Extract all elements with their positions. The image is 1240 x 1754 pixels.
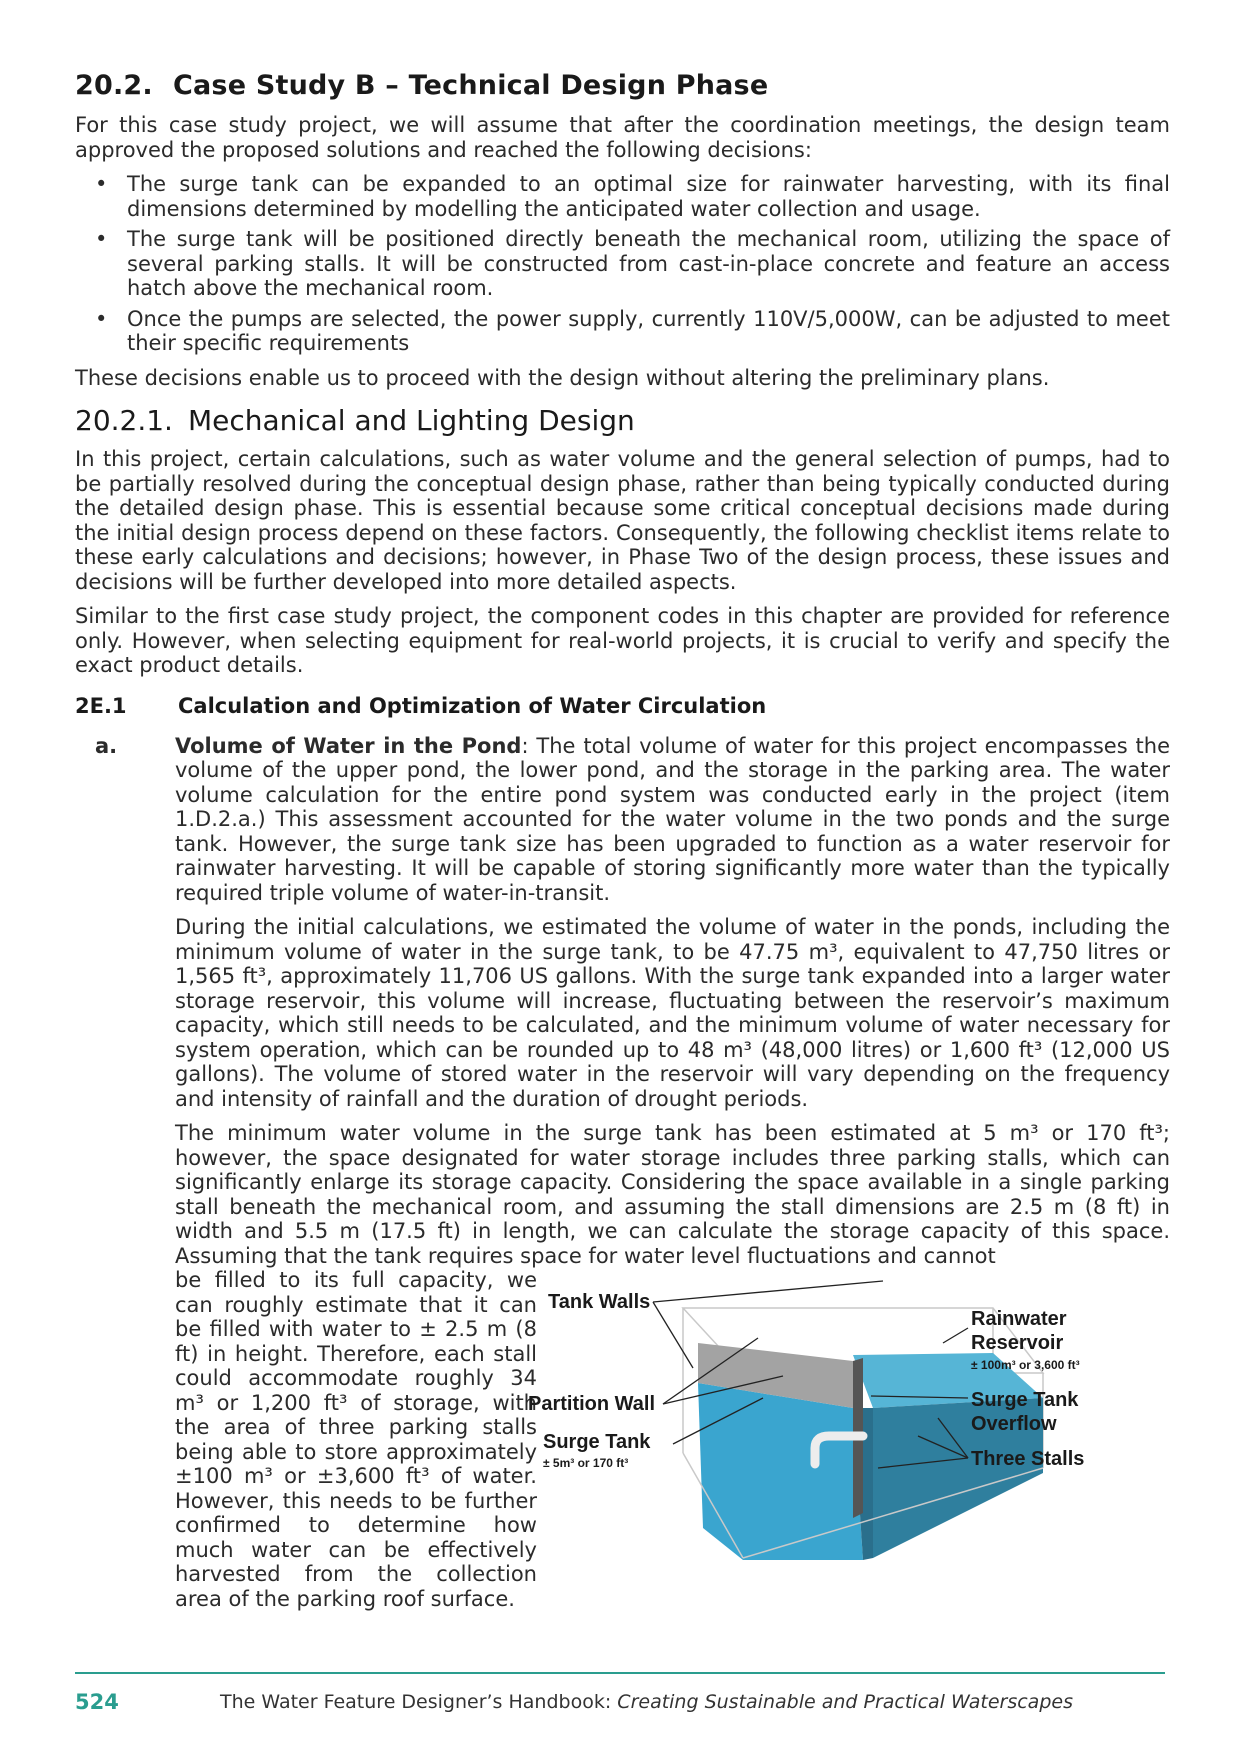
label-tank-walls: Tank Walls bbox=[548, 1291, 651, 1313]
subsection-title: Mechanical and Lighting Design bbox=[188, 404, 635, 437]
label-rainwater: Rainwater bbox=[971, 1308, 1067, 1330]
wrap-area bbox=[175, 1268, 1170, 1611]
page-content bbox=[75, 70, 1170, 1611]
label-three-stalls: Three Stalls bbox=[971, 1448, 1085, 1470]
book-title: The Water Feature Designer’s Handbook: Creating Sustainable and Practical Waterscapes bbox=[220, 1691, 1073, 1713]
item-number: 2E.1 bbox=[75, 693, 127, 718]
label-overflow-line1: Surge Tank bbox=[971, 1389, 1079, 1411]
subsection-heading bbox=[75, 404, 1170, 437]
section-closing: These decisions enable us to proceed with the design without altering the preliminary plans. bbox=[75, 365, 1050, 390]
subsection-paragraph: In this project, certain calculations, such as water volume and the general selection of pumps, had to be partially resolved during the conceptual design phase, rather than being typically conducted during the detailed design phase. This is essential because some critical conceptual decisions made during the initial design process depend on these factors. Consequently, the following checklist items relate to these early calculations and decisions; however, in Phase Two of the design process, these issues and decisions will be further developed into more detailed aspects. bbox=[75, 447, 1170, 594]
section-heading bbox=[75, 70, 1170, 101]
bullet-icon: • bbox=[95, 227, 108, 251]
subitem-wrap-paragraph: be filled to its full capacity, we can roughly estimate that it can be filled with water to ± 2.5 m (8 ft) in height. Therefore, each stall could accommodate roughly 34 m³ or 1,200 ft³ of storage, with the area of three parking stalls being able to store approximately ±100 m³ or ±3,600 ft³ of water. However, this needs to be further confirmed to determine how much water can be effectively harvested from the collection area of the parking roof surface. bbox=[175, 1268, 537, 1611]
label-surge-tank: Surge Tank bbox=[543, 1431, 651, 1453]
subitem-paragraph: Volume of Water in the Pond: The total volume of water for this project encompasses the volume of the upper pond, the lower pond, and the storage in the parking area. The water volume calculation for the entire pond system was conducted early in the project (item 1.D.2.a.) This assessment accounted for the water volume in the two ponds and the surge tank. However, the surge tank size has been upgraded to function as a water reservoir for rainwater harvesting. It will be capable of storing significantly more water than the typically required triple volume of water-in-transit. bbox=[175, 733, 1170, 905]
subitem-heading: Volume of Water in the Pond bbox=[175, 733, 522, 758]
subitem-paragraph: During the initial calculations, we estimated the volume of water in the ponds, including the minimum volume of water in the surge tank, to be 47.75 m³, equivalent to 47,750 litres or 1,565 ft³, approximately 11,706 US gallons. With the surge tank expanded into a larger water storage reservoir, this volume will increase, fluctuating between the reservoir’s maximum capacity, which still needs to be calculated, and the minimum volume of water necessary for system operation, which can be rounded up to 48 m³ (48,000 litres) or 1,600 ft³ (12,000 US gallons). The volume of stored water in the reservoir will vary depending on the frequency and intensity of rainfall and the duration of drought periods. bbox=[175, 915, 1170, 1111]
subitem-paragraph: The minimum water volume in the surge tank has been estimated at 5 m³ or 170 ft³; however, the space designated for water storage includes three parking stalls, which can significantly enlarge its storage capacity. Considering the space available in a single parking stall beneath the mechanical room, and assuming the stall dimensions are 2.5 m (8 ft) in width and 5.5 m (17.5 ft) in length, we can calculate the storage capacity of this space. Assuming that the tank requires space for water level fluctuations and cannot bbox=[175, 1121, 1170, 1268]
item-heading bbox=[75, 694, 1170, 718]
section-number: 20.2. bbox=[75, 70, 153, 101]
label-overflow-line2: Overflow bbox=[971, 1413, 1057, 1435]
surge-tank-diagram bbox=[528, 1268, 1173, 1594]
list-item: • Once the pumps are selected, the power supply, currently 110V/5,000W, can be adjusted to meet their specific requirements bbox=[95, 306, 1170, 355]
subitem-letter: a. bbox=[95, 733, 118, 758]
list-item: • The surge tank will be positioned directly beneath the mechanical room, utilizing the space of several parking stalls. It will be constructed from cast-in-place concrete and feature an access hatch above the mechanical room. bbox=[95, 227, 1170, 300]
label-reservoir: Reservoir bbox=[971, 1332, 1064, 1354]
subsection-paragraph: Similar to the first case study project, the component codes in this chapter are provided for reference only. However, when selecting equipment for real-world projects, it is crucial to verify and specify the exact product details. bbox=[75, 604, 1170, 677]
section-title: Case Study B – Technical Design Phase bbox=[173, 70, 769, 101]
subsection-number: 20.2.1. bbox=[75, 404, 173, 437]
section-intro: For this case study project, we will assume that after the coordination meetings, the design team approved the proposed solutions and reached the following decisions: bbox=[75, 113, 1170, 162]
subitem-a bbox=[75, 733, 1170, 1611]
label-reservoir-volume: ± 100m³ or 3,600 ft³ bbox=[971, 1358, 1080, 1372]
list-item: • The surge tank can be expanded to an optimal size for rainwater harvesting, with its final dimensions determined by modelling the anticipated water collection and usage. bbox=[95, 172, 1170, 221]
surge-water-front bbox=[698, 1383, 863, 1560]
page-number: 524 bbox=[75, 1690, 119, 1714]
bullet-icon: • bbox=[95, 306, 108, 331]
footer-rule bbox=[75, 1672, 1165, 1674]
label-surge-tank-volume: ± 5m³ or 170 ft³ bbox=[543, 1456, 629, 1470]
label-partition-wall: Partition Wall bbox=[528, 1393, 656, 1415]
decision-list bbox=[75, 172, 1170, 356]
bullet-icon: • bbox=[95, 172, 108, 196]
item-title: Calculation and Optimization of Water Circulation bbox=[178, 693, 767, 718]
